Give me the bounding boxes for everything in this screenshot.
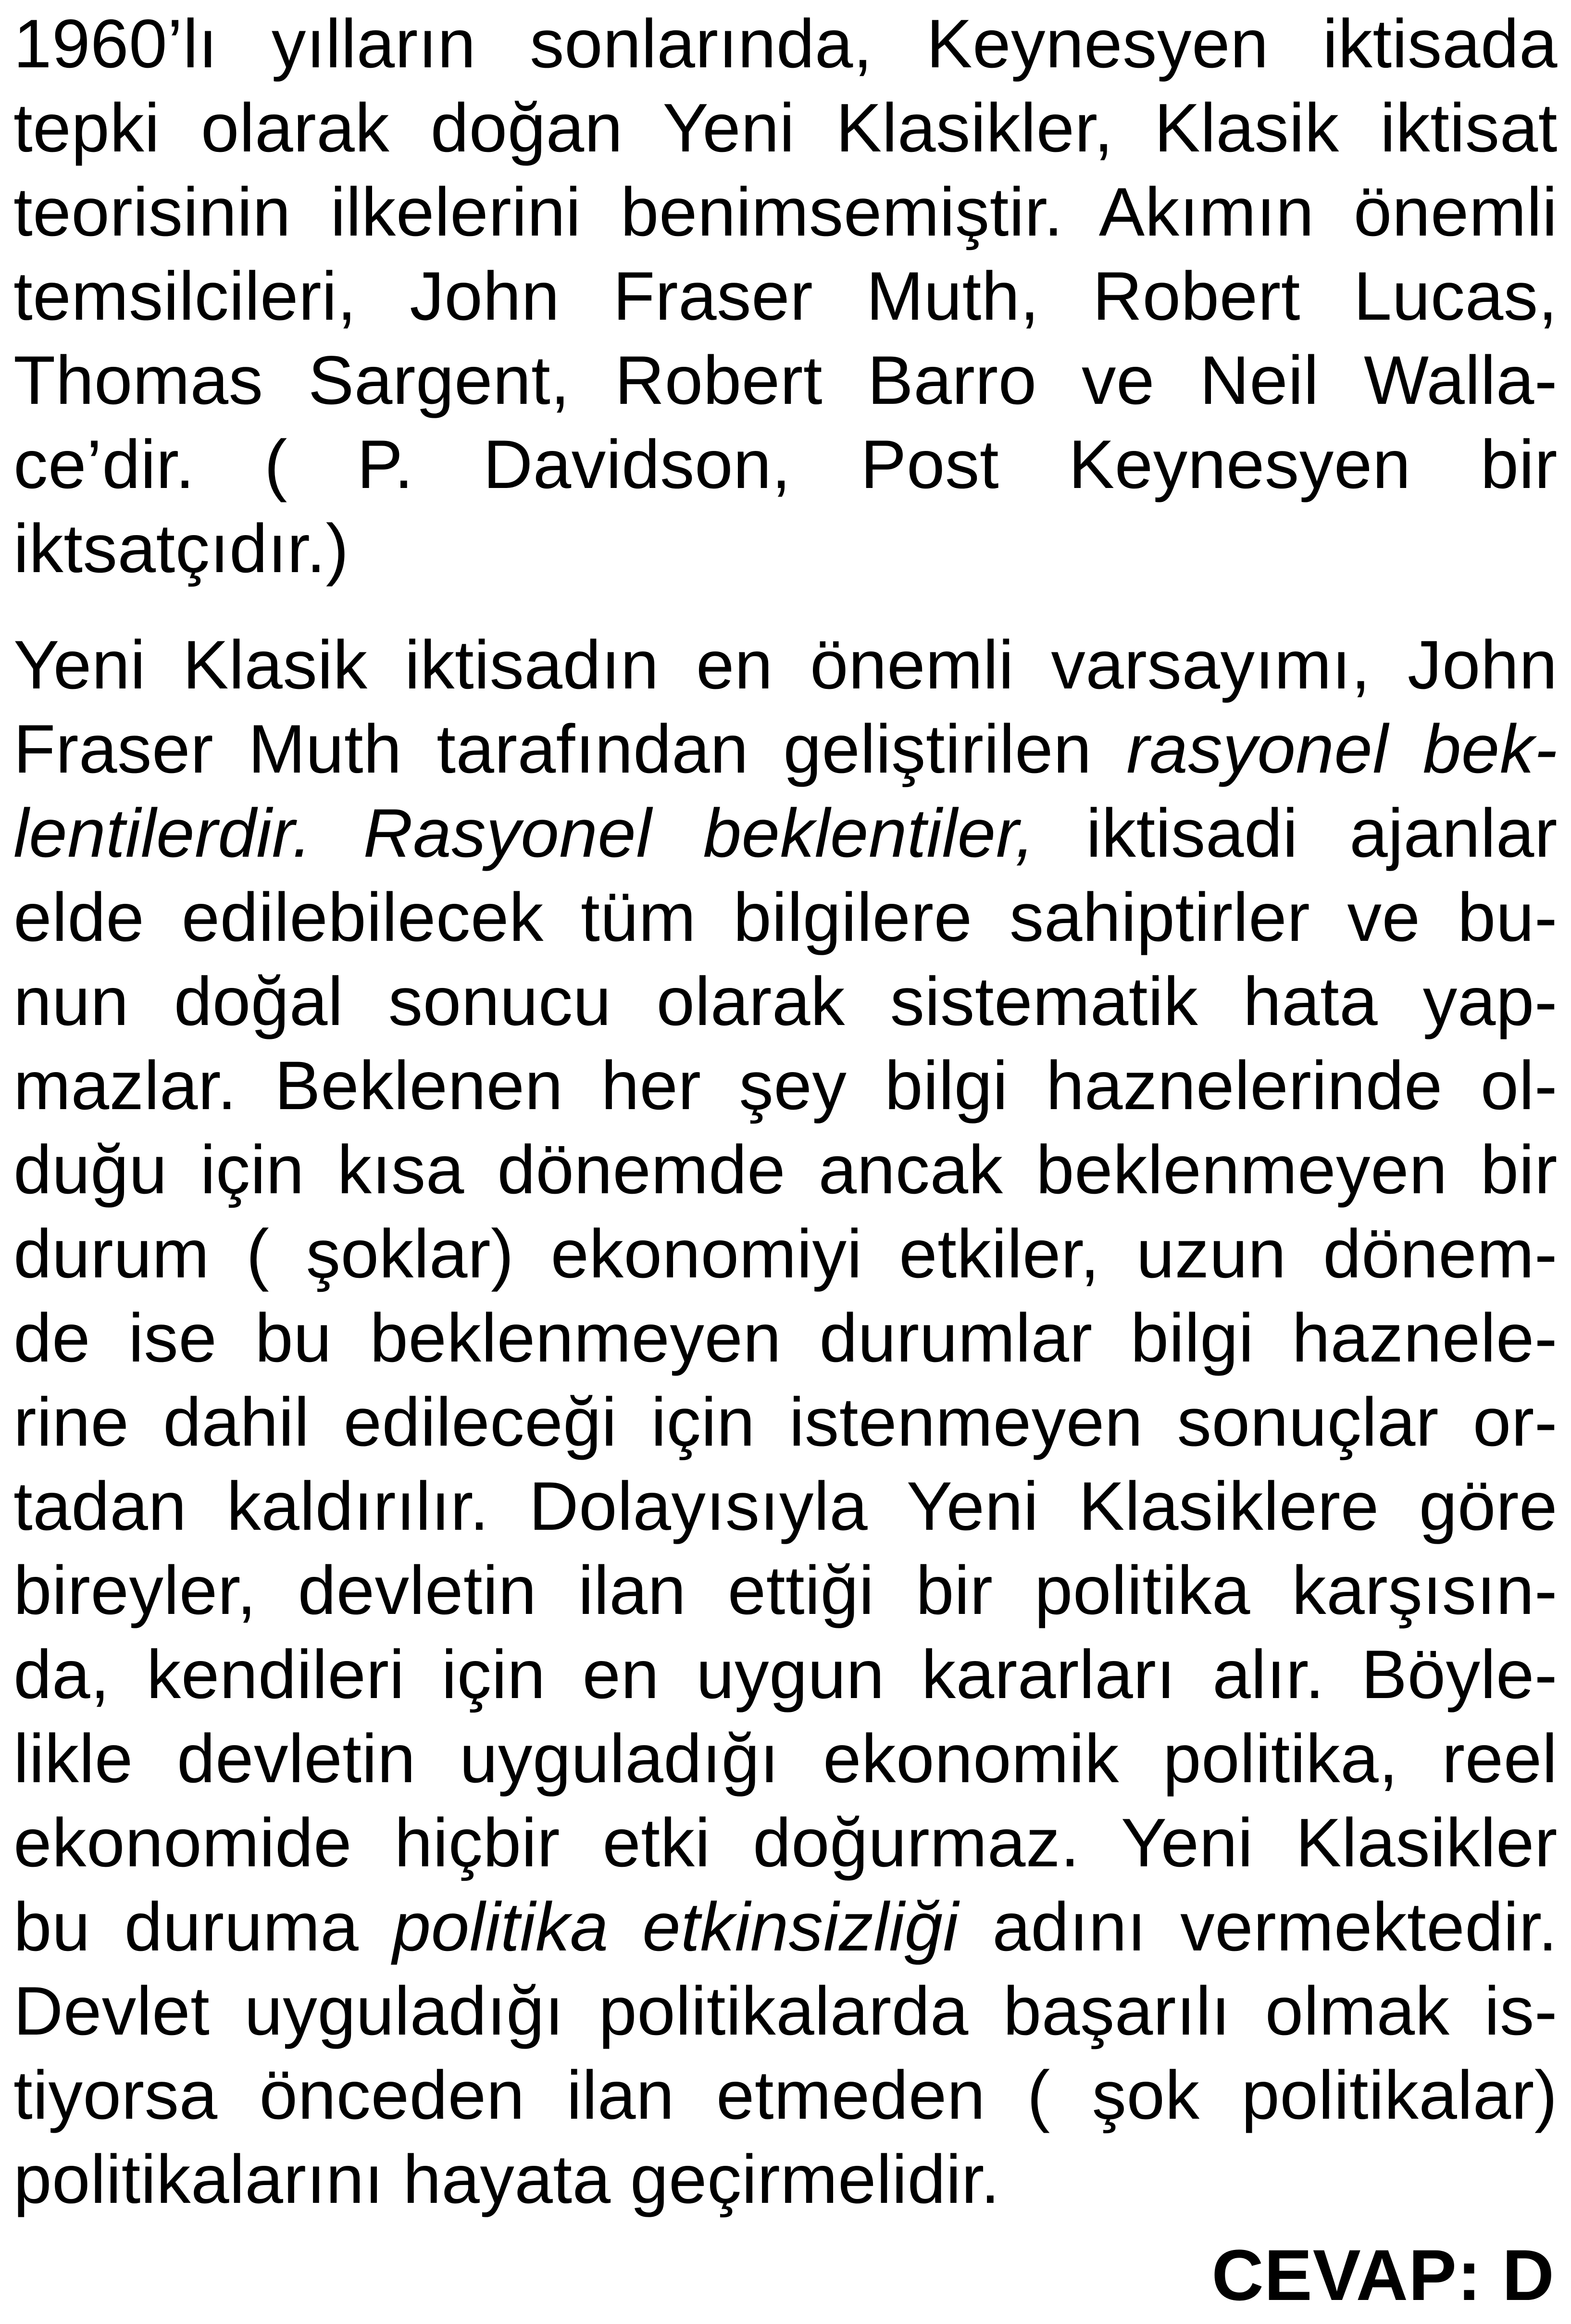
text-line: durum ( şoklar) ekonomiyi etkiler, uzun dönem-: [13, 1216, 1558, 1292]
text-line: likle devletin uyguladığı ekonomik politika, reel: [13, 1721, 1558, 1797]
text-line: duğu için kısa dönemde ancak beklenmeyen bir: [13, 1132, 1558, 1208]
text-line: Devlet uyguladığı politikalarda başarılı olmak is-: [13, 1973, 1558, 2049]
paragraph-2: [13, 623, 1558, 2222]
text-line: teorisinin ilkelerini benimsemiştir. Akımın önemli: [13, 174, 1558, 250]
text-line: Yeni Klasik iktisadın en önemli varsayımı, John: [13, 627, 1558, 703]
answer-label: CEVAP: D: [1211, 2235, 1555, 2315]
text-line: da, kendileri için en uygun kararları alır. Böyle-: [13, 1637, 1558, 1713]
paragraph-1: [13, 2, 1558, 591]
italic-term: lentilerdir. Rasyonel beklentiler,: [13, 795, 1035, 872]
text-run: Fraser Muth tarafından geliştirilen: [13, 711, 1127, 787]
document-body: [13, 2, 1558, 2222]
text-line: rine dahil edileceği için istenmeyen sonuçlar or-: [13, 1384, 1558, 1461]
text-line: iktsatçıdır.): [13, 511, 349, 587]
text-line: 1960’lı yılların sonlarında, Keynesyen iktisada: [13, 6, 1558, 82]
text-line: tadan kaldırılır. Dolayısıyla Yeni Klasiklere göre: [13, 1468, 1558, 1545]
text-line: tiyorsa önceden ilan etmeden ( şok politikalar): [13, 2057, 1558, 2134]
text-line: mazlar. Beklenen her şey bilgi haznelerinde ol-: [13, 1048, 1558, 1124]
text-line: elde edilebilecek tüm bilgilere sahiptirler ve bu-: [13, 879, 1558, 956]
text-line: [13, 791, 1558, 875]
text-line: temsilcileri, John Fraser Muth, Robert Lucas,: [13, 258, 1558, 335]
italic-term: politika etkinsizliği: [392, 1889, 959, 1965]
text-line: bireyler, devletin ilan ettiği bir politika karşısın-: [13, 1552, 1558, 1629]
text-line: [13, 1885, 1558, 1969]
text-run: adını vermektedir.: [958, 1889, 1558, 1965]
text-line: Thomas Sargent, Robert Barro ve Neil Walla-: [13, 342, 1558, 419]
text-line: ce’dir. ( P. Davidson, Post Keynesyen bir: [13, 426, 1558, 503]
text-run: bu duruma: [13, 1889, 393, 1965]
text-line: politikalarını hayata geçirmelidir.: [13, 2141, 1000, 2218]
text-line: ekonomide hiçbir etki doğurmaz. Yeni Klasikler: [13, 1805, 1558, 1881]
text-line: de ise bu beklenmeyen durumlar bilgi haznele-: [13, 1300, 1558, 1376]
text-line: [13, 707, 1558, 791]
text-run: iktisadi ajanlar: [1035, 795, 1558, 872]
text-line: nun doğal sonucu olarak sistematik hata yap-: [13, 963, 1558, 1040]
italic-term: rasyonel bek-: [1126, 711, 1558, 787]
text-line: tepki olarak doğan Yeni Klasikler, Klasik iktisat: [13, 90, 1558, 166]
